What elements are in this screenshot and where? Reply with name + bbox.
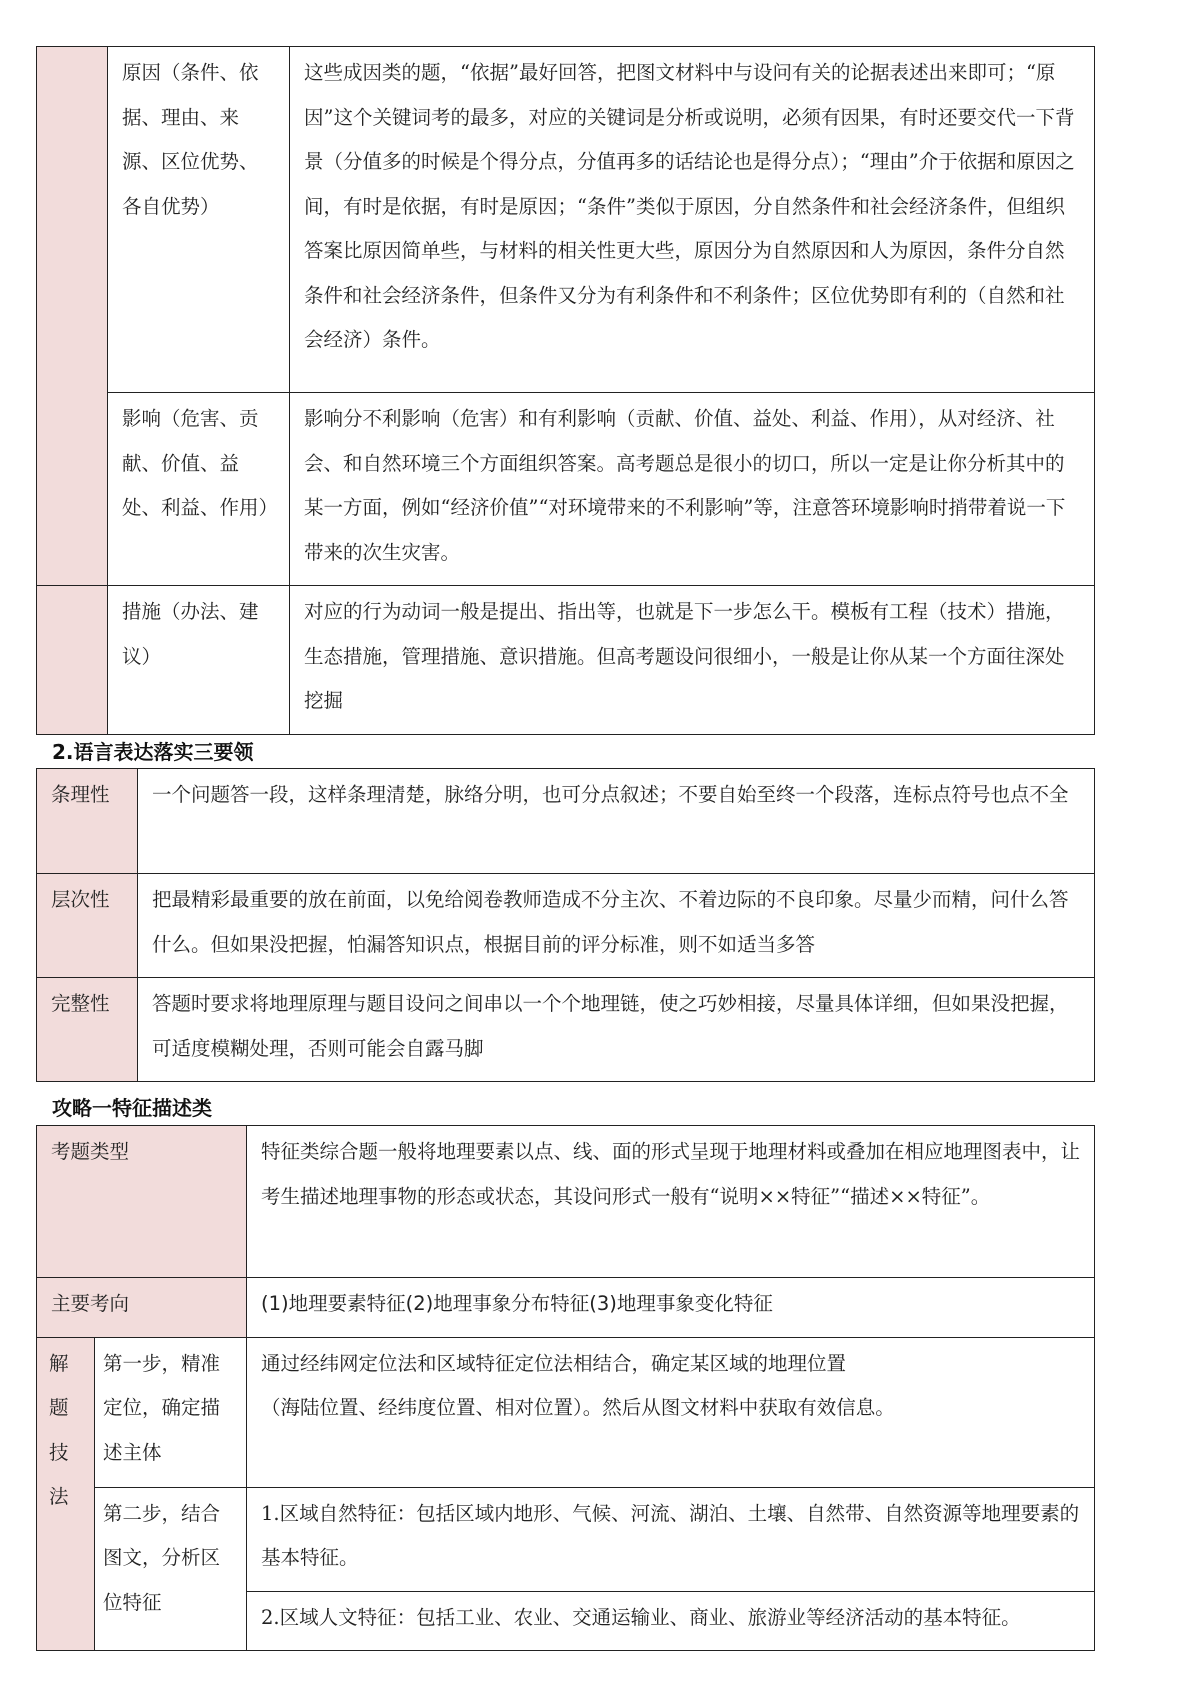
step2-item1: 1.区域自然特征：包括区域内地形、气候、河流、湖泊、土壤、自然带、自然资源等地理要素的基本特征。 bbox=[247, 1487, 1095, 1591]
step1-description bbox=[247, 1337, 1095, 1487]
step2-item2: 2.区域人文特征：包括工业、农业、交通运输业、商业、旅游业等经济活动的基本特征。 bbox=[247, 1591, 1095, 1651]
table-feature-description bbox=[36, 1125, 1095, 1651]
description-cell: 一个问题答一段，这样条理清楚，脉络分明，也可分点叙述；不要自始至终一个段落，连标点符号也点不全 bbox=[138, 769, 1095, 874]
term-cell: 影响（危害、贡献、价值、益处、利益、作用） bbox=[108, 393, 290, 586]
table-row bbox=[37, 1337, 1095, 1487]
description-cell: 答题时要求将地理原理与题目设问之间串以一个个地理链，使之巧妙相接，尽量具体详细，但如果没把握，可适度模糊处理，否则可能会自露马脚 bbox=[138, 978, 1095, 1082]
term-cell: 条理性 bbox=[37, 769, 138, 874]
description-cell: 对应的行为动词一般是提出、指出等，也就是下一步怎么干。模板有工程（技术）措施，生态措施，管理措施、意识措施。但高考题设问很细小，一般是让你从某一个方面往深处挖掘 bbox=[290, 586, 1095, 735]
method-label: 解题技法 bbox=[37, 1337, 95, 1651]
table-row bbox=[37, 586, 1095, 735]
table-row bbox=[37, 1278, 1095, 1338]
table-row bbox=[37, 978, 1095, 1082]
table-row bbox=[37, 47, 1095, 393]
term-cell: 措施（办法、建议） bbox=[108, 586, 290, 735]
description-cell: 这些成因类的题，“依据”最好回答，把图文材料中与设问有关的论据表述出来即可；“原因”这个关键词考的最多，对应的关键词是分析或说明，必须有因果，有时还要交代一下背景（分值多的时候是个得分点，分值再多的话结论也是得分点）；“理由”介于依据和原因之间，有时是依据，有时是原因；“条件”类似于原因，分自然条件和社会经济条件，但组织答案比原因简单些，与材料的相关性更大些，原因分为自然原因和人为原因，条件分自然条件和社会经济条件，但条件又分为有利条件和不利条件；区位优势即有利的（自然和社会经济）条件。 bbox=[290, 47, 1095, 393]
description-cell: 影响分不利影响（危害）和有利影响（贡献、价值、益处、利益、作用），从对经济、社会、和自然环境三个方面组织答案。高考题总是很小的切口，所以一定是让你分析其中的某一方面，例如“经济价值”“对环境带来的不利影响”等，注意答环境影响时捎带着说一下带来的次生灾害。 bbox=[290, 393, 1095, 586]
table-row bbox=[37, 1487, 1095, 1591]
direction-label: 主要考向 bbox=[37, 1278, 247, 1338]
type-description: 特征类综合题一般将地理要素以点、线、面的形式呈现于地理材料或叠加在相应地理图表中，让考生描述地理事物的形态或状态，其设问形式一般有“说明××特征”“描述××特征”。 bbox=[247, 1126, 1095, 1278]
section-heading: 2.语言表达落实三要领 bbox=[52, 740, 254, 764]
table-row bbox=[37, 393, 1095, 586]
step1-line2: （海陆位置、经纬度位置、相对位置）。然后从图文材料中获取有效信息。 bbox=[261, 1396, 895, 1419]
table-language-points bbox=[36, 768, 1095, 1082]
table-row bbox=[37, 1126, 1095, 1278]
section-heading: 攻略一特征描述类 bbox=[52, 1096, 212, 1120]
term-cell: 层次性 bbox=[37, 874, 138, 978]
step2-label: 第二步，结合图文，分析区位特征 bbox=[95, 1487, 247, 1651]
term-cell: 原因（条件、依据、理由、来源、区位优势、各自优势） bbox=[108, 47, 290, 393]
category-cell bbox=[37, 586, 108, 735]
direction-description: (1)地理要素特征(2)地理事象分布特征(3)地理事象变化特征 bbox=[247, 1278, 1095, 1338]
table-row bbox=[37, 769, 1095, 874]
table-row bbox=[37, 874, 1095, 978]
category-cell bbox=[37, 47, 108, 586]
description-cell: 把最精彩最重要的放在前面，以免给阅卷教师造成不分主次、不着边际的不良印象。尽量少而精，问什么答什么。但如果没把握，怕漏答知识点，根据目前的评分标准，则不如适当多答 bbox=[138, 874, 1095, 978]
step1-line1: 通过经纬网定位法和区域特征定位法相结合，确定某区域的地理位置 bbox=[261, 1351, 847, 1375]
step1-label: 第一步，精准定位，确定描述主体 bbox=[95, 1337, 247, 1487]
table-answer-keywords bbox=[36, 46, 1095, 735]
term-cell: 完整性 bbox=[37, 978, 138, 1082]
type-label: 考题类型 bbox=[37, 1126, 247, 1278]
